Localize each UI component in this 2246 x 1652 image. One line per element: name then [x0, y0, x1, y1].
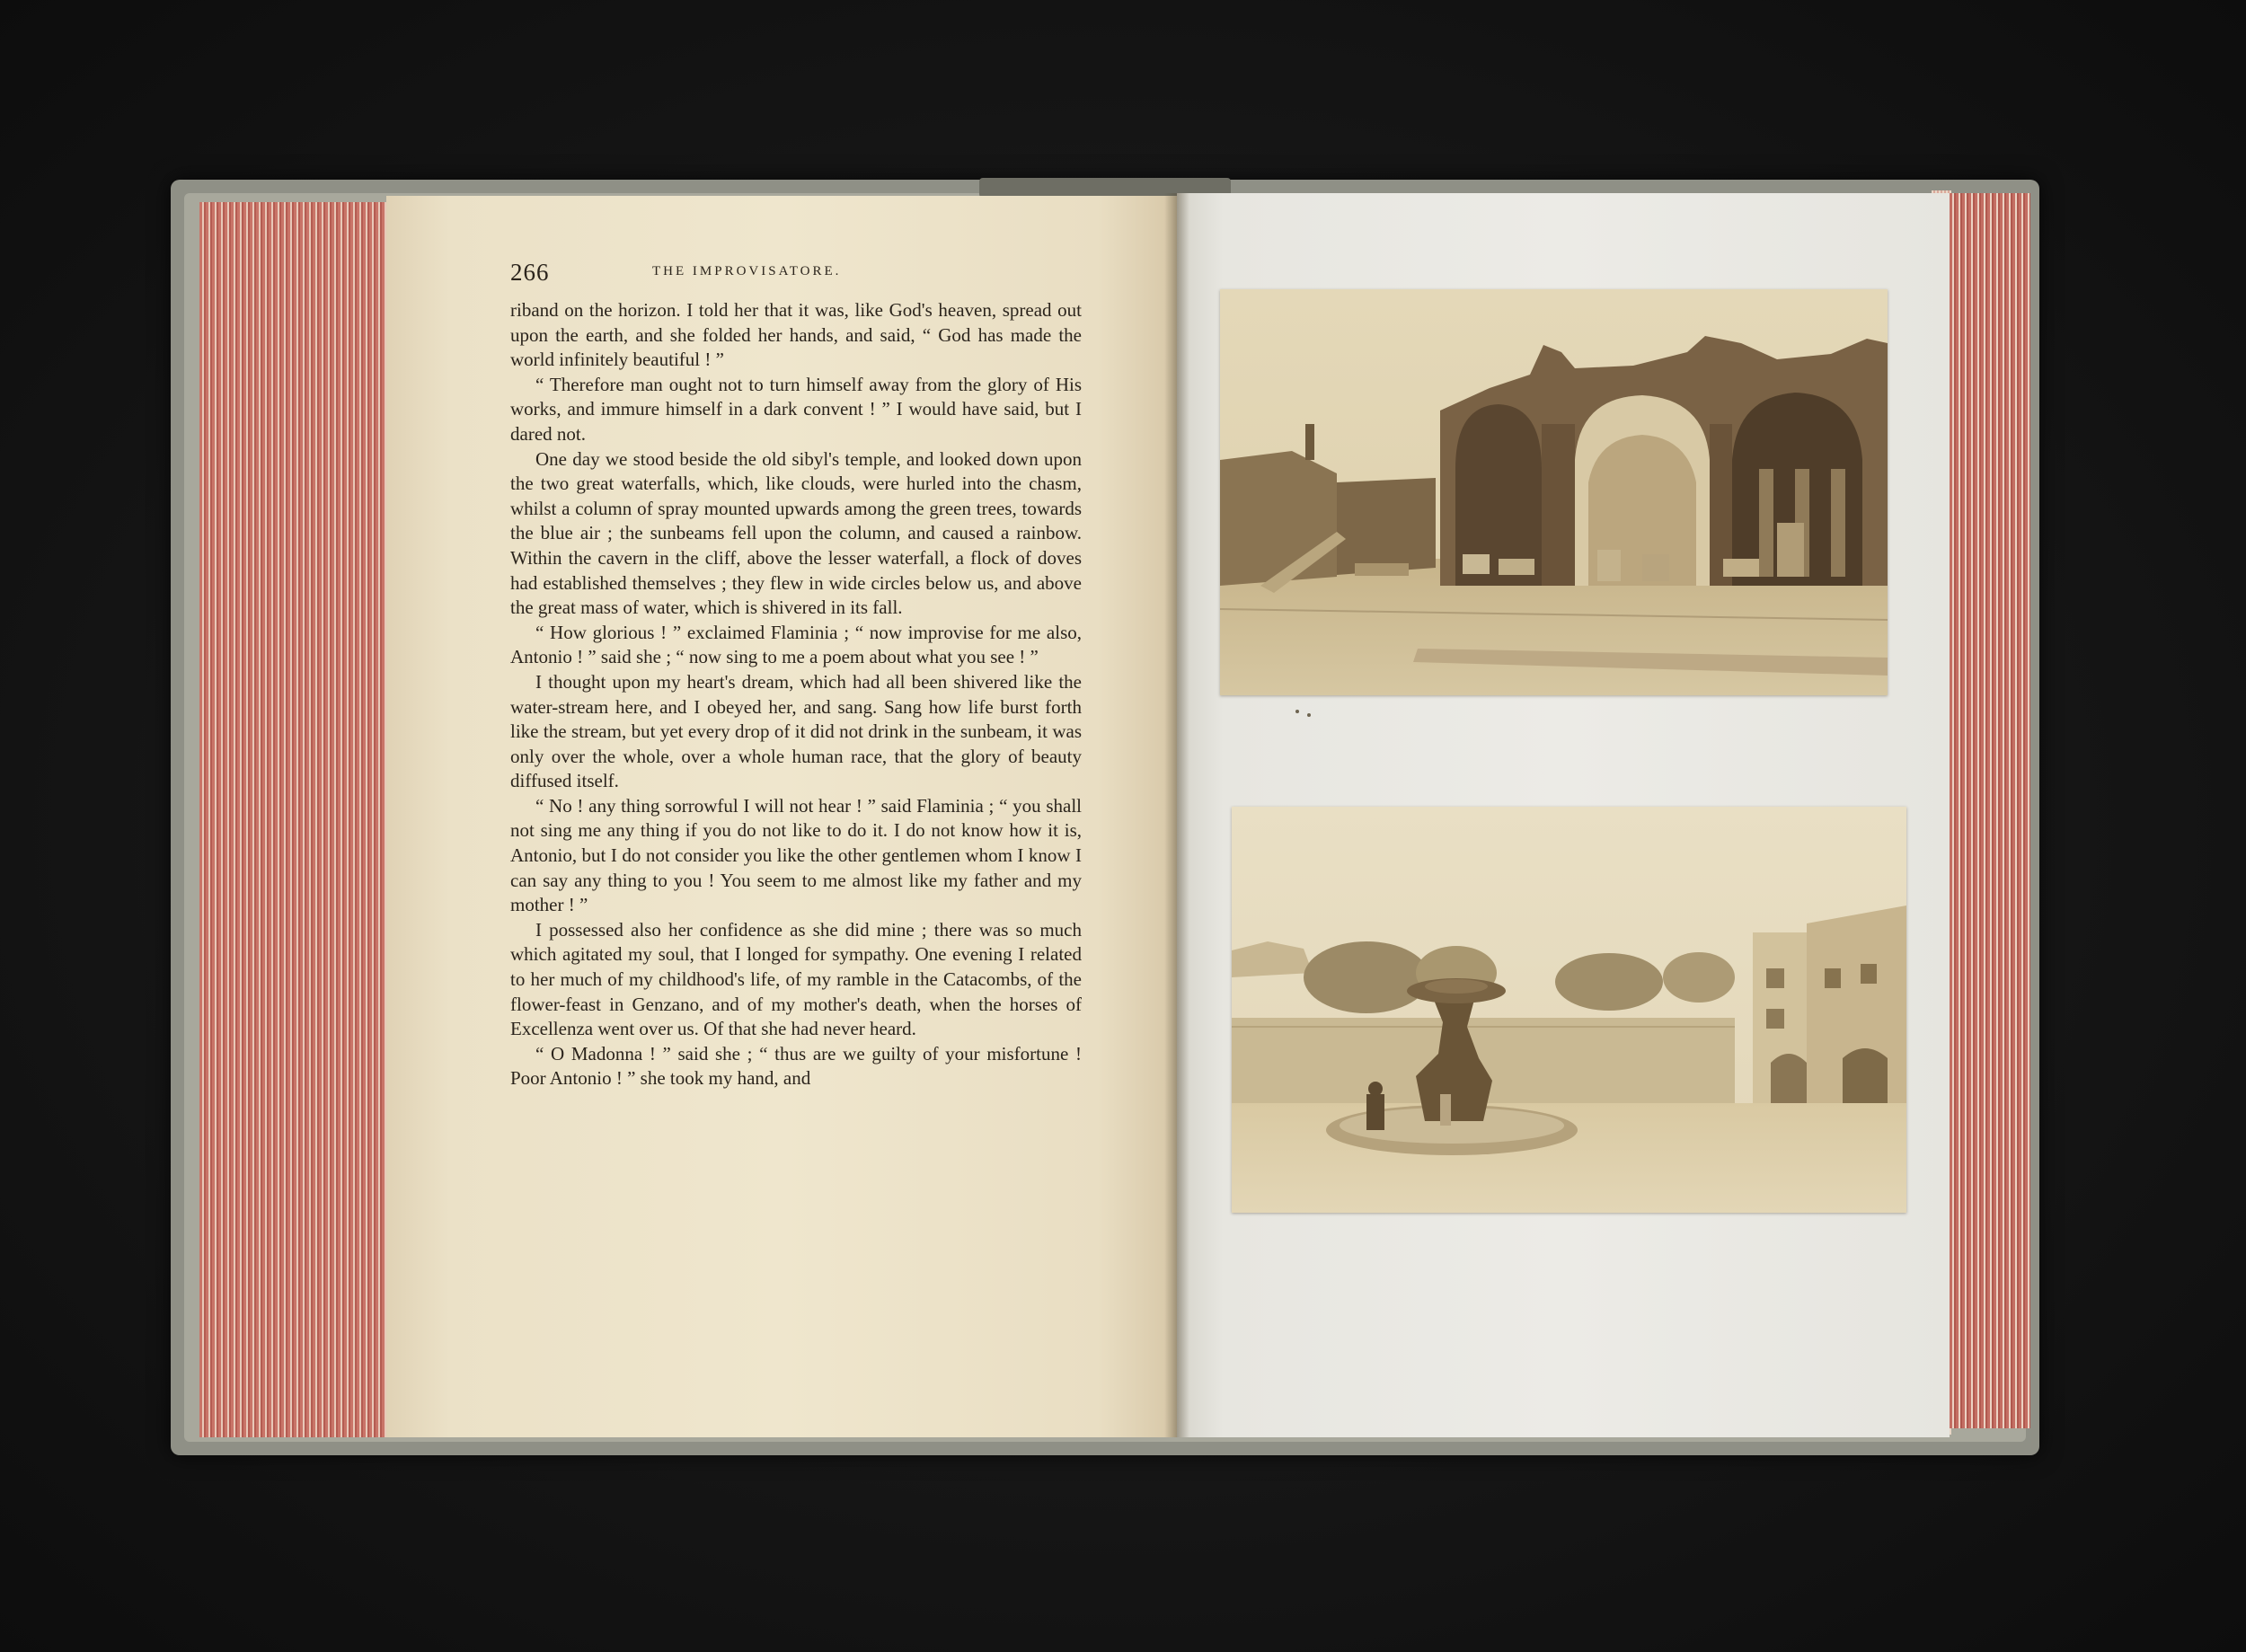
fountain-photograph	[1232, 807, 1906, 1213]
page-edges-left	[199, 202, 388, 1437]
book-title: THE IMPROVISATORE.	[652, 264, 842, 278]
ruins-photograph	[1220, 289, 1888, 695]
text-column	[510, 259, 1082, 1091]
ruins-photograph-image	[1220, 289, 1888, 695]
paragraph: riband on the horizon. I told her that it was, like God's heaven, spread out upon the earth, and she folded her hands, and said, “ God has made the world infinitely beautiful ! ”	[510, 299, 1082, 371]
paragraph: “ How glorious ! ” exclaimed Flaminia ; “ now improvise for me also, Antonio ! ” said she ; “ now sing to me a poem about what you see ! ”	[510, 621, 1082, 668]
body-text	[510, 298, 1082, 1091]
stray-mark	[1307, 713, 1311, 717]
stray-mark	[1295, 710, 1299, 713]
paragraph: “ No ! any thing sorrowful I will not hear ! ” said Flaminia ; “ you shall not sing me any thing if you do not like to do it. I do not know how it is, Antonio, but I do not consider you like the other gentlemen whom I know I can say any thing to you ! You seem to me almost like my father and my mother ! ”	[510, 794, 1082, 916]
running-head	[510, 259, 1082, 295]
fountain-photograph-image	[1232, 807, 1906, 1213]
paragraph: I possessed also her confidence as she did mine ; there was so much which agitated my soul, that I longed for sympathy. One evening I related to her much of my childhood's life, of my ramble in the Catacombs, of the flower-feast in Genzano, and of my mother's death, when the horses of Excellenza went over us. Of that she had never heard.	[510, 918, 1082, 1040]
paragraph: “ O Madonna ! ” said she ; “ thus are we guilty of your misfortune ! Poor Antonio ! ” she took my hand, and	[510, 1042, 1082, 1090]
page-edges-right	[1950, 193, 2030, 1428]
page-number: 266	[510, 259, 550, 286]
paragraph: I thought upon my heart's dream, which had all been shivered like the water-stream here, and I obeyed her, and sang. Sang how life burst forth like the stream, but yet every drop of it did not drink in the sunbeam, it was only over the whole, over a whole human race, that the glory of beauty diffused itself.	[510, 670, 1082, 792]
paragraph: One day we stood beside the old sibyl's temple, and looked down upon the two great waterfalls, which, like clouds, were hurled into the chasm, whilst a column of spray mounted upwards among the green trees, towards the blue air ; the sunbeams fell upon the column, and caused a rainbow. Within the cavern in the cliff, above the lesser waterfall, a flock of doves had established themselves ; they flew in wide circles below us, and above the great mass of water, which is shivered in its fall.	[510, 447, 1082, 619]
book-gutter	[1164, 193, 1189, 1437]
paragraph: “ Therefore man ought not to turn himself away from the glory of His works, and immure himself in a dark convent ! ” I would have said, but I dared not.	[510, 373, 1082, 445]
